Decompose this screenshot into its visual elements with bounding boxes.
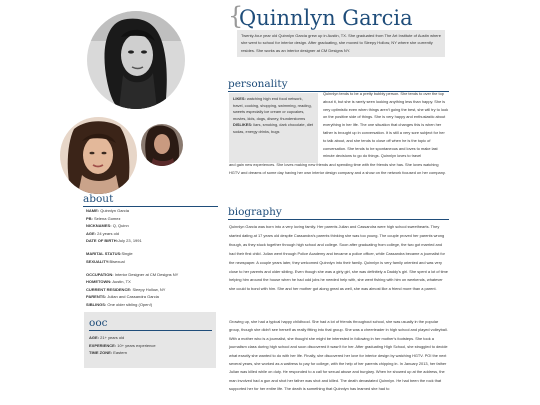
stat-current-residence: CURRENT RESIDENCE: Sleepy Hollow, NY [86, 286, 166, 292]
portrait-image-large [87, 11, 185, 109]
ooc-experience: EXPERIENCE: 10+ years experience [89, 342, 156, 348]
likes-entry: LIKES: watching high end food network, travel, cooking, shopping, swimming, reading, sweets especially ice cream or cupcakes, movies, kids, dogs, disney, thunderstorms [233, 96, 312, 121]
stat-hometown: HOMETOWN: Austin, TX [86, 279, 131, 284]
stat-pb: PB: Selena Gomez [86, 215, 121, 221]
portrait-image-small [141, 124, 183, 166]
profile-photo-small [141, 124, 183, 166]
left-column [83, 0, 218, 405]
intro-box: Twenty-four year old Quinnlyn Garcia grew up in Austin, TX. She graduated from The Art Institute of Austin where she went to school for interior design. After graduating, she moved to Sleepy Hollow, NY where she currently resides. She works as an interior designer at CM Designs NY. [237, 30, 445, 57]
likes-box [229, 93, 318, 163]
stat-sexuality: SEXUALITY:Bisexual [86, 258, 125, 264]
right-column [228, 0, 449, 405]
stat-occupation: OCCUPATION: Interior Designer at CM Designs NY [86, 271, 179, 277]
character-name: Quinnlyn Garcia [239, 6, 413, 30]
stat-siblings: SIBLINGS: One older sibling (Open!) [86, 301, 153, 307]
stat-marital-status: MARITAL STATUS:Single [86, 251, 133, 256]
dislikes-entry: DISLIKES: liars, smoking, dark chocolate, diet sodas, energy drinks, bugs [233, 122, 314, 134]
profile-photo-medium [60, 117, 137, 194]
about-heading: about [83, 193, 218, 207]
stat-name: NAME: Quinnlyn Garcia [86, 208, 129, 213]
ooc-box [84, 312, 216, 368]
ooc-heading: ooc [89, 317, 212, 331]
portrait-image-medium [60, 117, 137, 194]
ooc-time-zone: TIME ZONE: Eastern [89, 350, 128, 355]
personality-text: Quinnlyn tends to be a pretty bubbly person. She tends to over the top about it, but she is rarely seen looking anything less than happy. She is very optimistic even when things aren't going the best, she will try to look on the positive side of things. She is very happy and enthusiastic about everything in her life. The one situation that changes this is when her father is brought up in conversation. It is still a very sore subject for her to talk about, and she tends to close off when he is the topic of conversation. She tends to be spontaneous and loves to make last minute decisions to go do things. Quinnlyn loves to travel [323, 91, 449, 159]
stat-dob: DATE OF BIRTH:July 23, 1991 [86, 238, 142, 243]
personality-text-continued: and gain new experiences. She loves making new friends and spending time with the friends she has. She loves watching HGTV and dreams of some day having her own interior design company and a show on the network focused on her company. [229, 162, 446, 175]
about-stats [86, 207, 218, 308]
stat-age: AGE: 24 years old [86, 230, 119, 236]
stat-parents: PARENTS: Julian and Cassandra Garcia [86, 294, 159, 299]
stat-nicknames: NICKNAMES: Q, Quinn [86, 223, 129, 228]
ooc-age: AGE: 21+ years old [89, 335, 125, 340]
profile-photo-large [87, 11, 185, 109]
ooc-stats [89, 334, 216, 357]
biography-paragraph-1: Quinnlyn Garcia was born into a very loving family. Her parents Julian and Cassandra were high school sweethearts. They started dating at 17 years old despite Cassandra's parents thinking she was too young. The couple proved her parents wrong though, as they stuck together through high school and college. Soon after graduating from college, the two got married and had their first child. Julian went through Police Academy and became a police officer, while Cassandra became a journalist for the newspaper. A couple years later, they welcomed Quinnlyn into their family. Quinnlyn is very family oriented and was very close to her parents and older sibling. Even though she was a girly girl, she was definitely a Daddy's girl. She spent a lot of time helping him around the house when he had odd jobs he needed help with, she went fishing with him on weekends, whatever she could to bond with him. She and her mother got along great as well, she was almost like a friend more than a parent. [229, 224, 448, 292]
personality-heading: personality [228, 78, 449, 92]
brace-ornament: { [228, 2, 244, 30]
biography-heading: biography [228, 206, 449, 220]
biography-paragraph-2: Growing up, she had a typical happy childhood. She had a lot of friends throughout school, she was usually in the popular group, though she didn't see herself as really fitting into that group. She was a cheerleader in high school and played volleyball. With a mother who is a journalist, she thought she might be interested in following in her mother's footsteps. She took a journalism class during high school and soon discovered it wasn't for her. After graduating High School, she struggled to decide what exactly she wanted to do with her life. Finally, she discovered her love for interior design by watching HGTV. POI the next several years, she worked as a waitress to pay for college, with the help of her parents chipping in. In January 2013, her father Julian was killed while on duty. He responded to a call for sexual abuse and burglary. When he showed up at the address, the man involved had a gun and shot her father was shot and killed. The death devastated Quinnlyn. He had been the rock that supported her for her entire life. The death is something that Quinnlyn has learned she had to [229, 319, 448, 392]
